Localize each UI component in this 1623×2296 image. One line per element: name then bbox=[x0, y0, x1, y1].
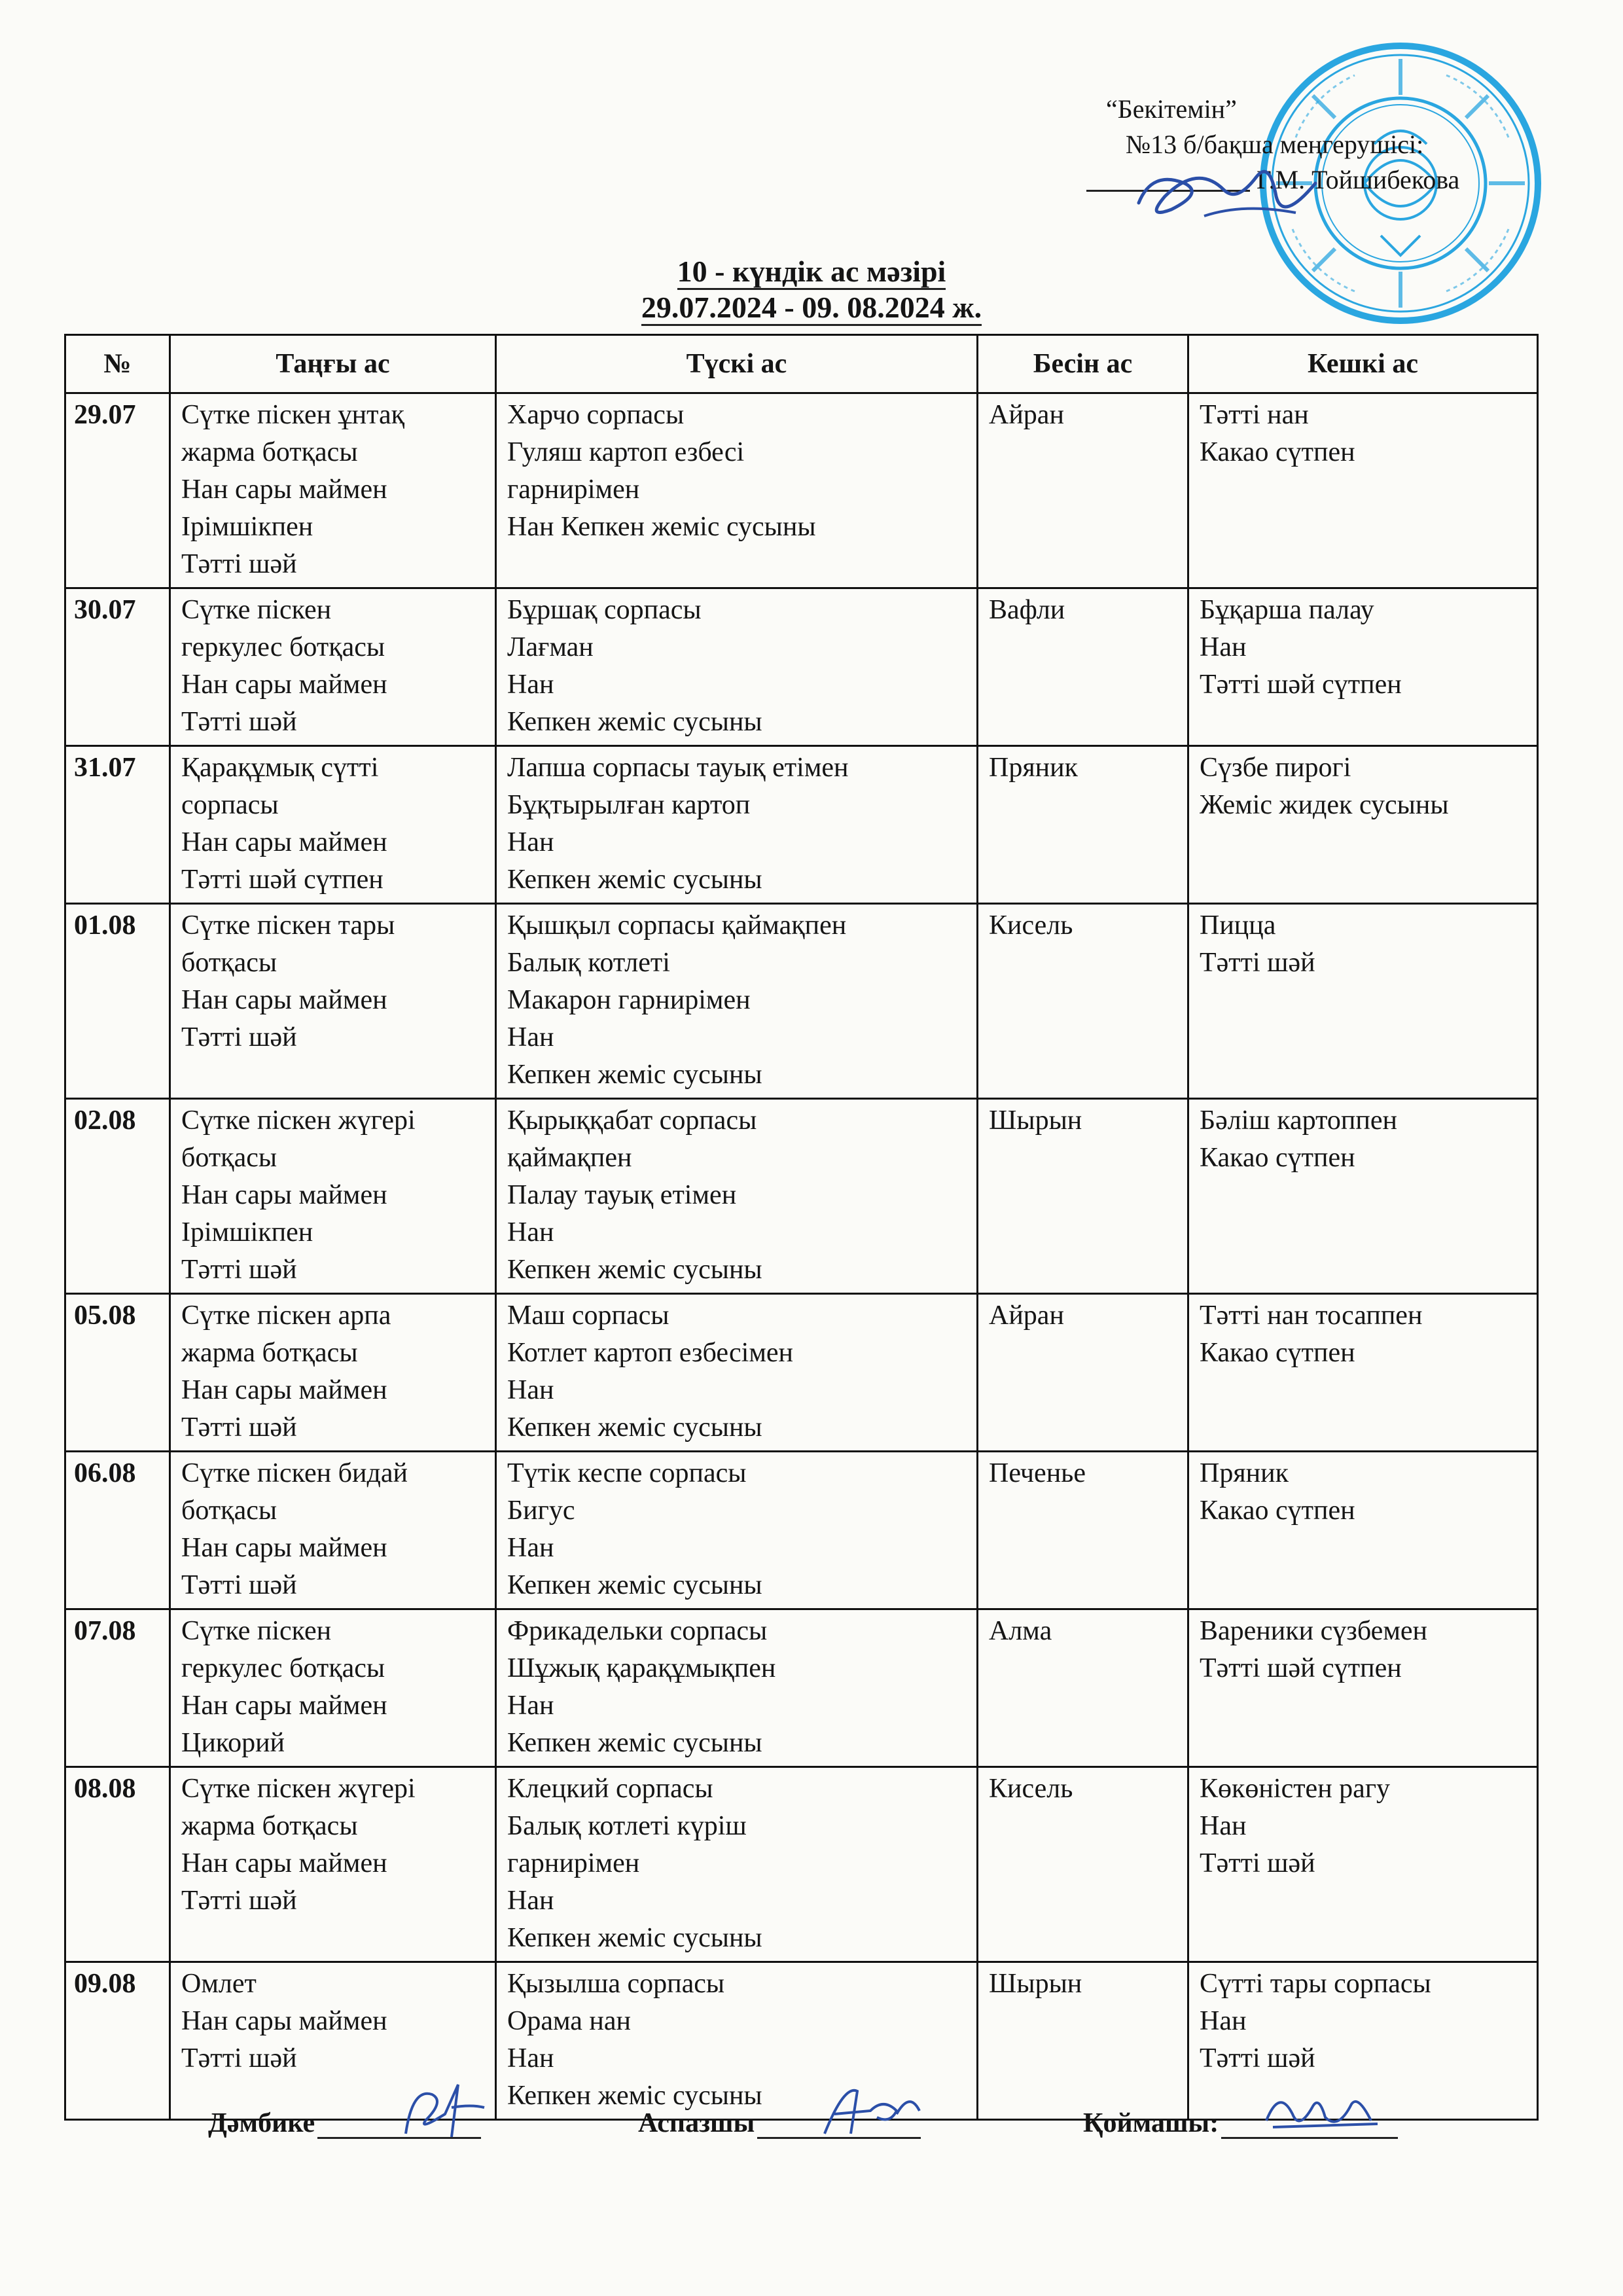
menu-item: Нан сары маймен bbox=[181, 1533, 387, 1563]
menu-item: Орама нан bbox=[507, 2006, 631, 2036]
menu-item: Сүтке піскен арпа bbox=[181, 1300, 391, 1331]
menu-title-period: 29.07.2024 - 09. 08.2024 ж. bbox=[641, 291, 982, 326]
storekeeper-label: Қоймашы: bbox=[1083, 2108, 1219, 2138]
menu-title bbox=[0, 254, 1623, 326]
menu-item: Тәтті шәй bbox=[181, 1022, 297, 1052]
dinner-cell bbox=[1188, 1099, 1538, 1294]
menu-item: Пряник bbox=[989, 753, 1079, 783]
menu-item: Фрикадельки сорпасы bbox=[507, 1616, 768, 1646]
dinner-cell bbox=[1188, 1294, 1538, 1452]
breakfast-cell bbox=[170, 746, 496, 904]
lunch-cell bbox=[496, 1767, 978, 1962]
menu-item: Балық котлеті bbox=[507, 948, 670, 978]
snack-cell bbox=[978, 588, 1188, 746]
menu-item: Тәтті шәй сүтпен bbox=[1200, 670, 1402, 700]
menu-item: Нан Кепкен жеміс сусыны bbox=[507, 512, 816, 542]
menu-item: ботқасы bbox=[181, 948, 277, 978]
menu-item: Қырыққабат сорпасы bbox=[507, 1105, 757, 1136]
day-cell: 05.08 bbox=[65, 1294, 170, 1452]
snack-cell bbox=[978, 746, 1188, 904]
menu-item: Ірімшікпен bbox=[181, 1217, 313, 1247]
menu-item: Бұқтырылған картоп bbox=[507, 790, 751, 820]
menu-item: Сүтке піскен бидай bbox=[181, 1458, 408, 1488]
menu-item: Нан bbox=[1200, 1811, 1247, 1841]
menu-item: Кепкен жеміс сусыны bbox=[507, 1728, 762, 1758]
menu-item: Бәліш картоппен bbox=[1200, 1105, 1397, 1136]
menu-item: Нан сары маймен bbox=[181, 2006, 387, 2036]
menu-item: Кепкен жеміс сусыны bbox=[507, 1060, 762, 1090]
menu-item: Кепкен жеміс сусыны bbox=[507, 865, 762, 895]
menu-item: жарма ботқасы bbox=[181, 1338, 358, 1368]
breakfast-cell bbox=[170, 1099, 496, 1294]
lunch-cell bbox=[496, 1099, 978, 1294]
dinner-cell bbox=[1188, 588, 1538, 746]
dinner-cell bbox=[1188, 904, 1538, 1099]
menu-item: Кепкен жеміс сусыны bbox=[507, 707, 762, 737]
menu-item: Тәтті шәй сүтпен bbox=[181, 865, 383, 895]
table-row bbox=[65, 1452, 1538, 1609]
menu-item: Нан bbox=[507, 827, 554, 857]
menu-item: Вафли bbox=[989, 595, 1065, 625]
menu-item: Нан bbox=[1200, 2006, 1247, 2036]
menu-item: Нан сары маймен bbox=[181, 985, 387, 1015]
menu-item: Кисель bbox=[989, 1774, 1073, 1804]
menu-item: Қызылша сорпасы bbox=[507, 1969, 725, 1999]
menu-item: Нан bbox=[507, 1022, 554, 1052]
day-cell: 07.08 bbox=[65, 1609, 170, 1767]
footer-signatures bbox=[0, 2094, 1623, 2173]
breakfast-cell bbox=[170, 588, 496, 746]
menu-item: гарнирімен bbox=[507, 475, 640, 505]
menu-item: жарма ботқасы bbox=[181, 1811, 358, 1841]
menu-item: Нан bbox=[507, 670, 554, 700]
menu-item: Нан сары маймен bbox=[181, 1180, 387, 1210]
menu-item: Маш сорпасы bbox=[507, 1300, 669, 1331]
table-row bbox=[65, 1609, 1538, 1767]
table-row bbox=[65, 746, 1538, 904]
header-lunch: Түскі ас bbox=[496, 335, 978, 393]
menu-item: Вареники сүзбемен bbox=[1200, 1616, 1428, 1646]
menu-item: Тәтті шәй bbox=[181, 549, 297, 579]
menu-item: Котлет картоп езбесімен bbox=[507, 1338, 794, 1368]
menu-item: гарнирімен bbox=[507, 1848, 640, 1878]
menu-item: Сүзбе пирогі bbox=[1200, 753, 1351, 783]
lunch-cell bbox=[496, 1452, 978, 1609]
menu-item: Палау тауық етімен bbox=[507, 1180, 737, 1210]
snack-cell bbox=[978, 1767, 1188, 1962]
menu-item: Нан сары маймен bbox=[181, 1375, 387, 1405]
cook-signature-icon bbox=[812, 2078, 929, 2144]
menu-item: Шырын bbox=[989, 1105, 1082, 1136]
menu-item: Шұжық қарақұмықпен bbox=[507, 1653, 776, 1683]
header-breakfast: Таңғы ас bbox=[170, 335, 496, 393]
menu-item: Тәтті шәй bbox=[181, 707, 297, 737]
snack-cell bbox=[978, 1609, 1188, 1767]
menu-item: Сүтке піскен bbox=[181, 595, 332, 625]
menu-item: Сүтті тары сорпасы bbox=[1200, 1969, 1431, 1999]
menu-item: Цикорий bbox=[181, 1728, 285, 1758]
menu-item: Какао сүтпен bbox=[1200, 1143, 1355, 1173]
menu-item: Тәтті нан тосаппен bbox=[1200, 1300, 1423, 1331]
menu-item: Тәтті шәй bbox=[1200, 948, 1315, 978]
menu-item: Клецкий сорпасы bbox=[507, 1774, 713, 1804]
menu-item: Пицца bbox=[1200, 910, 1276, 941]
menu-item: Тәтті шәй bbox=[181, 1412, 297, 1443]
menu-title-line1: 10 - күндік ас мәзірі bbox=[677, 255, 946, 290]
head-signature-icon bbox=[1126, 157, 1335, 229]
dinner-cell bbox=[1188, 1609, 1538, 1767]
table-row bbox=[65, 1099, 1538, 1294]
menu-item: Лапша сорпасы тауық етімен bbox=[507, 753, 849, 783]
approval-name: Г.М. Тойшибекова bbox=[1257, 165, 1460, 194]
menu-item: Лағман bbox=[507, 632, 594, 662]
snack-cell bbox=[978, 393, 1188, 588]
menu-item: Нан bbox=[1200, 632, 1247, 662]
header-snack: Бесін ас bbox=[978, 335, 1188, 393]
menu-item: Какао сүтпен bbox=[1200, 1496, 1355, 1526]
menu-item: Печенье bbox=[989, 1458, 1086, 1488]
day-cell: 29.07 bbox=[65, 393, 170, 588]
dinner-cell bbox=[1188, 1452, 1538, 1609]
menu-item: Нан сары маймен bbox=[181, 670, 387, 700]
table-row bbox=[65, 588, 1538, 746]
menu-item: Сүтке піскен ұнтақ bbox=[181, 400, 405, 430]
table-header-row bbox=[65, 335, 1538, 393]
menu-item: Шырын bbox=[989, 1969, 1082, 1999]
menu-item: Гуляш картоп езбесі bbox=[507, 437, 745, 467]
day-cell: 30.07 bbox=[65, 588, 170, 746]
header-number: № bbox=[65, 335, 170, 393]
menu-item: Балық котлеті күріш bbox=[507, 1811, 747, 1841]
menu-item: Нан bbox=[507, 1533, 554, 1563]
menu-table-body bbox=[65, 393, 1538, 2120]
menu-item: жарма ботқасы bbox=[181, 437, 358, 467]
menu-item: Бұқарша палау bbox=[1200, 595, 1374, 625]
menu-item: Нан bbox=[507, 1691, 554, 1721]
dinner-cell bbox=[1188, 1767, 1538, 1962]
menu-item: Тәтті нан bbox=[1200, 400, 1309, 430]
menu-item: Түтік кеспе сорпасы bbox=[507, 1458, 747, 1488]
menu-item: геркулес ботқасы bbox=[181, 632, 385, 662]
menu-item: ботқасы bbox=[181, 1496, 277, 1526]
breakfast-cell bbox=[170, 1609, 496, 1767]
menu-item: Қарақұмық сүтті bbox=[181, 753, 379, 783]
menu-item: Нан bbox=[507, 1886, 554, 1916]
menu-item: Тәтті шәй bbox=[1200, 1848, 1315, 1878]
menu-table bbox=[64, 334, 1539, 2121]
header-dinner: Кешкі ас bbox=[1188, 335, 1538, 393]
dietitian-label: Дәмбике bbox=[208, 2108, 315, 2138]
menu-item: Жеміс жидек сусыны bbox=[1200, 790, 1449, 820]
lunch-cell bbox=[496, 904, 978, 1099]
approval-heading: “Бекітемін” bbox=[1106, 94, 1237, 124]
dinner-cell bbox=[1188, 393, 1538, 588]
menu-item: Ірімшікпен bbox=[181, 512, 313, 542]
cook-label: Аспазшы bbox=[638, 2108, 755, 2138]
menu-item: Макарон гарнирімен bbox=[507, 985, 751, 1015]
dinner-cell bbox=[1188, 746, 1538, 904]
snack-cell bbox=[978, 1099, 1188, 1294]
menu-item: Кепкен жеміс сусыны bbox=[507, 1255, 762, 1285]
menu-item: Тәтті шәй bbox=[181, 1570, 297, 1600]
menu-item: сорпасы bbox=[181, 790, 279, 820]
lunch-cell bbox=[496, 393, 978, 588]
menu-item: Тәтті шәй bbox=[181, 1255, 297, 1285]
menu-item: Нан bbox=[507, 1375, 554, 1405]
menu-item: Нан bbox=[507, 2043, 554, 2073]
menu-item: Нан сары маймен bbox=[181, 1691, 387, 1721]
menu-item: Айран bbox=[989, 400, 1064, 430]
menu-item: Тәтті шәй bbox=[1200, 2043, 1315, 2073]
menu-item: Сүтке піскен тары bbox=[181, 910, 395, 941]
menu-item: геркулес ботқасы bbox=[181, 1653, 385, 1683]
menu-item: Нан сары маймен bbox=[181, 827, 387, 857]
menu-item: Сүтке піскен жүгері bbox=[181, 1774, 416, 1804]
menu-item: Бұршақ сорпасы bbox=[507, 595, 702, 625]
snack-cell bbox=[978, 1452, 1188, 1609]
menu-item: Көкөністен рагу bbox=[1200, 1774, 1391, 1804]
lunch-cell bbox=[496, 1294, 978, 1452]
lunch-cell bbox=[496, 1609, 978, 1767]
day-cell: 08.08 bbox=[65, 1767, 170, 1962]
menu-item: Харчо сорпасы bbox=[507, 400, 685, 430]
menu-item: Омлет bbox=[181, 1969, 257, 1999]
storekeeper-signature-icon bbox=[1253, 2081, 1384, 2140]
menu-item: ботқасы bbox=[181, 1143, 277, 1173]
menu-item: Қышқыл сорпасы қаймақпен bbox=[507, 910, 847, 941]
snack-cell bbox=[978, 1294, 1188, 1452]
table-row bbox=[65, 1767, 1538, 1962]
day-cell: 09.08 bbox=[65, 1962, 170, 2120]
day-cell: 31.07 bbox=[65, 746, 170, 904]
menu-item: Какао сүтпен bbox=[1200, 1338, 1355, 1368]
menu-item: Нан сары маймен bbox=[181, 475, 387, 505]
lunch-cell bbox=[496, 588, 978, 746]
table-row bbox=[65, 904, 1538, 1099]
menu-item: Бигус bbox=[507, 1496, 575, 1526]
breakfast-cell bbox=[170, 1452, 496, 1609]
menu-item: Айран bbox=[989, 1300, 1064, 1331]
menu-item: Нан bbox=[507, 1217, 554, 1247]
menu-item: Сүтке піскен жүгері bbox=[181, 1105, 416, 1136]
breakfast-cell bbox=[170, 393, 496, 588]
menu-item: Пряник bbox=[1200, 1458, 1289, 1488]
menu-item: Кепкен жеміс сусыны bbox=[507, 1412, 762, 1443]
snack-cell bbox=[978, 904, 1188, 1099]
menu-item: Нан сары маймен bbox=[181, 1848, 387, 1878]
menu-item: Тәтті шәй сүтпен bbox=[1200, 1653, 1402, 1683]
menu-item: Кепкен жеміс сусыны bbox=[507, 2081, 762, 2111]
table-row bbox=[65, 393, 1538, 588]
day-cell: 01.08 bbox=[65, 904, 170, 1099]
menu-item: қаймақпен bbox=[507, 1143, 632, 1173]
breakfast-cell bbox=[170, 1767, 496, 1962]
approval-position: №13 б/бақша меңгерушісі: bbox=[1126, 130, 1424, 159]
menu-item: Кисель bbox=[989, 910, 1073, 941]
menu-item: Тәтті шәй bbox=[181, 2043, 297, 2073]
menu-item: Алма bbox=[989, 1616, 1052, 1646]
menu-item: Тәтті шәй bbox=[181, 1886, 297, 1916]
menu-item: Сүтке піскен bbox=[181, 1616, 332, 1646]
table-row bbox=[65, 1294, 1538, 1452]
breakfast-cell bbox=[170, 904, 496, 1099]
day-cell: 06.08 bbox=[65, 1452, 170, 1609]
lunch-cell bbox=[496, 746, 978, 904]
menu-item: Кепкен жеміс сусыны bbox=[507, 1923, 762, 1953]
day-cell: 02.08 bbox=[65, 1099, 170, 1294]
breakfast-cell bbox=[170, 1294, 496, 1452]
dietitian-signature-icon bbox=[386, 2075, 491, 2147]
menu-item: Кепкен жеміс сусыны bbox=[507, 1570, 762, 1600]
menu-item: Какао сүтпен bbox=[1200, 437, 1355, 467]
